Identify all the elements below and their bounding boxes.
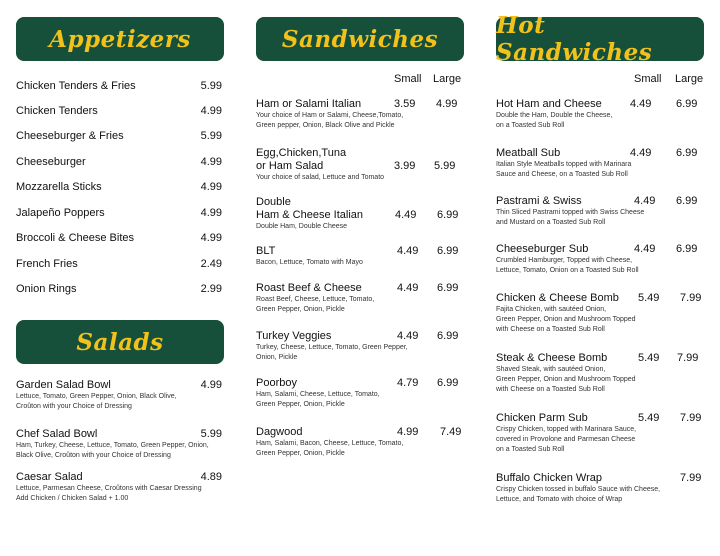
item-name: BLT [256,245,276,257]
list-item [496,98,706,131]
small-price: 5.49 [638,352,660,364]
list-item [256,196,466,232]
item-description: Add Chicken / Chicken Salad + 1.00 [16,495,129,502]
hot-sandwiches-banner [496,12,704,66]
item-description: on a Toasted Sub Roll [496,122,565,129]
item-name: Mozzarella Sticks [16,181,102,193]
item-description: Thin Sliced Pastrami topped with Swiss Cheese [496,209,645,216]
small-price: 4.49 [634,243,656,255]
small-price: 4.49 [630,147,652,159]
list-item [496,243,706,276]
list-item [16,471,222,504]
list-item [496,147,706,180]
item-name: Egg,Chicken,Tuna [256,147,347,159]
item-price: 4.99 [200,181,222,193]
list-item [496,292,706,335]
small-column-header: Small [634,73,662,85]
item-name: Hot Ham and Cheese [496,98,602,110]
item-price: 4.99 [200,379,222,391]
small-price: 4.49 [630,98,652,110]
item-name: Double [256,196,291,208]
small-price: 4.99 [397,426,419,438]
item-name: French Fries [16,258,78,270]
item-price: 4.99 [200,105,222,117]
item-description: Crispy Chicken, topped with Marinara Sauce, [496,426,637,433]
item-description: Green Pepper, Onion, Pickle [256,306,345,313]
small-price: 4.49 [634,195,656,207]
large-price: 6.99 [437,245,459,257]
hot-sandwiches-title: Hot Sandwiches [496,12,653,66]
large-price: 7.99 [680,292,702,304]
item-description: Shaved Steak, with sautéed Onion, [496,366,606,373]
list-item [496,472,706,505]
list-item [16,207,222,220]
item-name: Jalapeño Poppers [16,207,105,219]
small-price: 4.49 [397,330,419,342]
item-price: 4.99 [200,156,222,168]
small-price: 4.49 [397,282,419,294]
sandwiches-title: Sandwiches [281,25,439,53]
item-name: Chef Salad Bowl [16,428,98,440]
item-description: Ham, Salami, Cheese, Lettuce, Tomato, [256,391,380,398]
sandwiches-banner [256,17,464,61]
large-price: 7.49 [440,426,462,438]
item-description: Lettuce, Tomato, Onion on a Toasted Sub Roll [496,267,639,274]
large-price: 7.99 [680,472,702,484]
item-description: Turkey, Cheese, Lettuce, Tomato, Green Pepper, [256,344,408,351]
item-price: 4.99 [200,207,222,219]
list-item [16,258,222,271]
item-name-line2: Ham & Cheese Italian [256,209,363,221]
item-price: 5.99 [200,80,222,92]
large-price: 6.99 [676,195,698,207]
item-name: Cheeseburger Sub [496,243,589,255]
item-name: Buffalo Chicken Wrap [496,472,602,484]
item-description: Lettuce, and Tomato with choice of Wrap [496,496,623,503]
list-item [496,195,706,228]
large-price: 6.99 [676,147,698,159]
salads-title: Salads [76,328,164,356]
item-description: Bacon, Lettuce, Tomato with Mayo [256,259,363,266]
small-price: 4.49 [397,245,419,257]
large-column-header: Large [433,73,462,85]
item-name: Chicken Tenders [16,105,98,117]
item-name: Broccoli & Cheese Bites [16,232,134,244]
item-price: 2.99 [200,283,222,295]
large-price: 6.99 [437,377,459,389]
item-name: Cheeseburger & Fries [16,130,124,142]
item-price: 4.89 [200,471,222,483]
list-item [256,98,466,131]
item-name: Poorboy [256,377,297,389]
small-price: 3.99 [394,160,416,172]
item-name: Onion Rings [16,283,77,295]
item-name: Chicken Parm Sub [496,412,588,424]
item-description: Double Ham, Double Cheese [256,223,348,230]
list-item [16,156,222,169]
item-description: with Cheese on a Toasted Sub Roll [496,326,605,333]
large-price: 7.99 [677,352,699,364]
item-description: Sauce and Cheese, on a Toasted Sub Roll [496,171,628,178]
list-item [256,245,466,268]
list-item [16,428,222,461]
item-price: 2.49 [200,258,222,270]
large-column-header: Large [675,73,704,85]
item-description: Double the Ham, Double the Cheese, [496,112,613,119]
list-item [16,130,222,143]
item-description: Italian Style Meatballs topped with Marinara [496,161,632,168]
list-item [16,283,222,296]
small-price: 3.59 [394,98,416,110]
list-item [256,426,466,459]
item-description: Lettuce, Parmesan Cheese, Croûtons with Caesar Dressing [16,485,202,492]
large-price: 4.99 [436,98,458,110]
item-name: Roast Beef & Cheese [256,282,362,294]
list-item [496,412,706,455]
item-name: Dagwood [256,426,303,438]
list-item [256,377,466,410]
item-name: Ham or Salami Italian [256,98,362,110]
large-price: 6.99 [676,98,698,110]
small-price: 5.49 [638,412,660,424]
item-description: Crumbled Hamburger, Topped with Cheese, [496,257,633,264]
item-price: 5.99 [200,130,222,142]
item-name: Chicken Tenders & Fries [16,80,136,92]
large-price: 6.99 [437,330,459,342]
item-description: Green pepper, Onion, Black Olive and Pickle [256,122,395,129]
item-name: Turkey Veggies [256,330,332,342]
list-item [256,330,466,363]
item-description: Fajita Chicken, with sautéed Onion, [496,306,607,313]
item-price: 5.99 [200,428,222,440]
item-description: Croûton with your Choice of Dressing [16,403,132,410]
item-name: Garden Salad Bowl [16,379,111,391]
item-description: Ham, Salami, Bacon, Cheese, Lettuce, Tomato, [256,440,404,447]
large-price: 6.99 [437,282,459,294]
small-price: 5.49 [638,292,660,304]
item-description: on a Toasted Sub Roll [496,446,565,453]
item-description: Onion, Pickle [256,354,298,361]
item-description: Green Pepper, Onion, Pickle [256,401,345,408]
small-price: 4.49 [395,209,417,221]
item-name: Caesar Salad [16,471,83,483]
item-name-line2: or Ham Salad [256,160,324,172]
item-description: Green Pepper, Onion, Pickle [256,450,345,457]
item-name: Chicken & Cheese Bomb [496,292,619,304]
item-description: Green Pepper, Onion and Mushroom Topped [496,316,636,323]
item-name: Steak & Cheese Bomb [496,352,608,364]
list-item [16,105,222,118]
item-description: Lettuce, Tomato, Green Pepper, Onion, Black Olive, [16,393,177,400]
list-item [16,181,222,194]
list-item [256,147,466,183]
item-description: Black Olive, Croûton with your Choice of Dressing [16,452,171,459]
item-price: 4.99 [200,232,222,244]
list-item [16,379,222,412]
large-price: 5.99 [434,160,456,172]
list-item [496,352,706,395]
item-name: Cheeseburger [16,156,86,168]
list-item [16,232,222,245]
item-description: Ham, Turkey, Cheese, Lettuce, Tomato, Green Pepper, Onion, [16,442,209,449]
large-price: 7.99 [680,412,702,424]
item-name: Meatball Sub [496,147,561,159]
item-description: and Mustard on a Toasted Sub Roll [496,219,606,226]
list-item [256,282,466,315]
item-description: Green Pepper, Onion and Mushroom Topped [496,376,636,383]
small-price: 4.79 [397,377,419,389]
small-column-header: Small [394,73,422,85]
large-price: 6.99 [676,243,698,255]
item-description: Crispy Chicken tossed in buffalo Sauce with Cheese, [496,486,661,493]
appetizers-banner [16,17,224,61]
item-description: Roast Beef, Cheese, Lettuce, Tomato, [256,296,375,303]
large-price: 6.99 [437,209,459,221]
salads-banner [16,320,224,364]
item-description: with Cheese on a Toasted Sub Roll [496,386,605,393]
item-description: covered in Provolone and Parmesan Cheese [496,436,636,443]
appetizers-title: Appetizers [49,25,191,53]
item-name: Pastrami & Swiss [496,195,582,207]
item-description: Your choice of salad, Lettuce and Tomato [256,174,385,181]
item-description: Your choice of Ham or Salami, Cheese,Tomato, [256,112,404,119]
list-item [16,80,222,93]
